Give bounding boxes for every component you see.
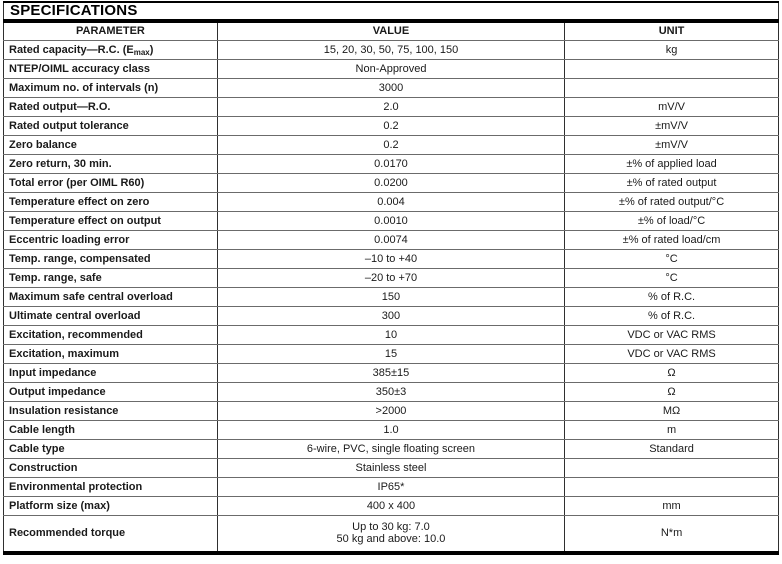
- specifications-table: [3, 1, 779, 555]
- value-cell: [217, 40, 564, 59]
- value-cell: [217, 116, 564, 135]
- parameter-cell: Temperature effect on output: [4, 211, 218, 230]
- parameter-cell: Maximum safe central overload: [4, 287, 218, 306]
- table-row: [4, 420, 779, 439]
- value-text: 0.2: [383, 138, 399, 151]
- page-title: SPECIFICATIONS: [4, 2, 779, 21]
- value-text: Up to 30 kg: 7.0: [352, 521, 430, 534]
- unit-cell: mm: [565, 496, 779, 515]
- table-row: [4, 211, 779, 230]
- column-header-value: VALUE: [217, 21, 564, 40]
- value-cell: [217, 325, 564, 344]
- unit-cell: °C: [565, 249, 779, 268]
- value-cell: [217, 477, 564, 496]
- parameter-cell: Cable length: [4, 420, 218, 439]
- unit-cell: m: [565, 420, 779, 439]
- parameter-cell: Zero balance: [4, 135, 218, 154]
- value-cell: [217, 344, 564, 363]
- value-text: 300: [381, 309, 401, 322]
- column-header-unit: UNIT: [565, 21, 779, 40]
- unit-cell: mV/V: [565, 97, 779, 116]
- value-text: 400 x 400: [366, 499, 416, 512]
- table-row: [4, 458, 779, 477]
- value-text: 0.0010: [374, 214, 408, 227]
- value-text: –10 to +40: [364, 252, 418, 265]
- value-text: –20 to +70: [364, 271, 418, 284]
- unit-cell: ±% of load/°C: [565, 211, 779, 230]
- value-cell: [217, 268, 564, 287]
- value-cell: [217, 363, 564, 382]
- unit-cell: MΩ: [565, 401, 779, 420]
- parameter-cell: Total error (per OIML R60): [4, 173, 218, 192]
- table-row: [4, 325, 779, 344]
- parameter-cell: Rated output tolerance: [4, 116, 218, 135]
- table-row: [4, 59, 779, 78]
- table-row: [4, 135, 779, 154]
- unit-cell: VDC or VAC RMS: [565, 344, 779, 363]
- value-text: 0.0074: [374, 233, 408, 246]
- unit-cell: N*m: [565, 515, 779, 553]
- parameter-cell: Cable type: [4, 439, 218, 458]
- column-header-row: [4, 21, 779, 40]
- value-cell: [217, 230, 564, 249]
- parameter-cell: Recommended torque: [4, 515, 218, 553]
- value-cell: [217, 59, 564, 78]
- unit-cell: ±% of applied load: [565, 154, 779, 173]
- table-row: [4, 230, 779, 249]
- table-row: [4, 439, 779, 458]
- value-text: 0.0170: [374, 157, 408, 170]
- unit-cell: ±% of rated output: [565, 173, 779, 192]
- value-cell: [217, 458, 564, 477]
- value-text: 15: [384, 347, 398, 360]
- value-text-line2: 50 kg and above: 10.0: [336, 533, 446, 546]
- parameter-subscript: max: [133, 47, 150, 57]
- value-cell: [217, 78, 564, 97]
- value-cell: [217, 420, 564, 439]
- parameter-cell: Maximum no. of intervals (n): [4, 78, 218, 97]
- parameter-cell: Ultimate central overload: [4, 306, 218, 325]
- value-text: 1.0: [383, 423, 399, 436]
- parameter-cell: Platform size (max): [4, 496, 218, 515]
- table-row: [4, 287, 779, 306]
- unit-cell: Ω: [565, 363, 779, 382]
- value-text: Non-Approved: [355, 62, 427, 75]
- unit-cell: % of R.C.: [565, 287, 779, 306]
- unit-cell: ±mV/V: [565, 135, 779, 154]
- value-text: Stainless steel: [355, 461, 427, 474]
- table-row: [4, 40, 779, 59]
- value-cell: [217, 135, 564, 154]
- table-body: [4, 40, 779, 553]
- value-cell: [217, 382, 564, 401]
- value-cell: [217, 439, 564, 458]
- unit-cell: [565, 59, 779, 78]
- parameter-cell: Output impedance: [4, 382, 218, 401]
- table-row: [4, 154, 779, 173]
- column-header-parameter: PARAMETER: [4, 21, 218, 40]
- unit-cell: Standard: [565, 439, 779, 458]
- parameter-cell: Excitation, maximum: [4, 344, 218, 363]
- value-cell: [217, 154, 564, 173]
- parameter-cell: Temp. range, safe: [4, 268, 218, 287]
- value-text: 10: [384, 328, 398, 341]
- parameter-cell: Environmental protection: [4, 477, 218, 496]
- title-row: [4, 2, 779, 21]
- parameter-cell: Excitation, recommended: [4, 325, 218, 344]
- table-row: [4, 268, 779, 287]
- unit-cell: ±% of rated load/cm: [565, 230, 779, 249]
- value-text: 2.0: [383, 100, 399, 113]
- value-cell: [217, 173, 564, 192]
- unit-cell: ±% of rated output/°C: [565, 192, 779, 211]
- value-cell: [217, 249, 564, 268]
- table-row: [4, 173, 779, 192]
- parameter-cell: Input impedance: [4, 363, 218, 382]
- table-row: [4, 116, 779, 135]
- value-cell: [217, 211, 564, 230]
- unit-cell: [565, 477, 779, 496]
- value-text: >2000: [375, 404, 407, 417]
- parameter-cell: Rated capacity—R.C. $(E_{max})$: [4, 40, 218, 59]
- value-cell: [217, 515, 564, 553]
- parameter-cell: Temp. range, compensated: [4, 249, 218, 268]
- value-text: 3000: [378, 81, 404, 94]
- value-cell: [217, 306, 564, 325]
- unit-cell: °C: [565, 268, 779, 287]
- table-row: [4, 344, 779, 363]
- unit-cell: [565, 78, 779, 97]
- parameter-cell: NTEP/OIML accuracy class: [4, 59, 218, 78]
- table-row: [4, 78, 779, 97]
- value-text: 15, 20, 30, 50, 75, 100, 150: [323, 43, 459, 56]
- parameter-cell: Eccentric loading error: [4, 230, 218, 249]
- table-row: [4, 477, 779, 496]
- value-text: 350±3: [375, 385, 407, 398]
- table-row: [4, 306, 779, 325]
- unit-cell: [565, 458, 779, 477]
- value-cell: [217, 97, 564, 116]
- unit-cell: ±mV/V: [565, 116, 779, 135]
- table-row: [4, 401, 779, 420]
- value-cell: [217, 401, 564, 420]
- value-text: 6-wire, PVC, single floating screen: [306, 442, 476, 455]
- table-row: [4, 97, 779, 116]
- table-row: [4, 382, 779, 401]
- value-cell: [217, 496, 564, 515]
- parameter-cell: Temperature effect on zero: [4, 192, 218, 211]
- value-text: 0.004: [377, 195, 405, 208]
- value-cell: [217, 287, 564, 306]
- table-row: [4, 192, 779, 211]
- unit-cell: % of R.C.: [565, 306, 779, 325]
- parameter-cell: Zero return, 30 min.: [4, 154, 218, 173]
- value-text: 385±15: [372, 366, 410, 379]
- unit-cell: Ω: [565, 382, 779, 401]
- table-row: [4, 249, 779, 268]
- value-text: 150: [381, 290, 401, 303]
- parameter-cell: Rated output—R.O.: [4, 97, 218, 116]
- value-cell: [217, 192, 564, 211]
- value-text: 0.0200: [374, 176, 408, 189]
- unit-cell: VDC or VAC RMS: [565, 325, 779, 344]
- value-text: 0.2: [383, 119, 399, 132]
- parameter-cell: Construction: [4, 458, 218, 477]
- unit-cell: kg: [565, 40, 779, 59]
- table-row: [4, 515, 779, 553]
- table-row: [4, 363, 779, 382]
- value-text: IP65*: [377, 480, 405, 493]
- table-row: [4, 496, 779, 515]
- parameter-cell: Insulation resistance: [4, 401, 218, 420]
